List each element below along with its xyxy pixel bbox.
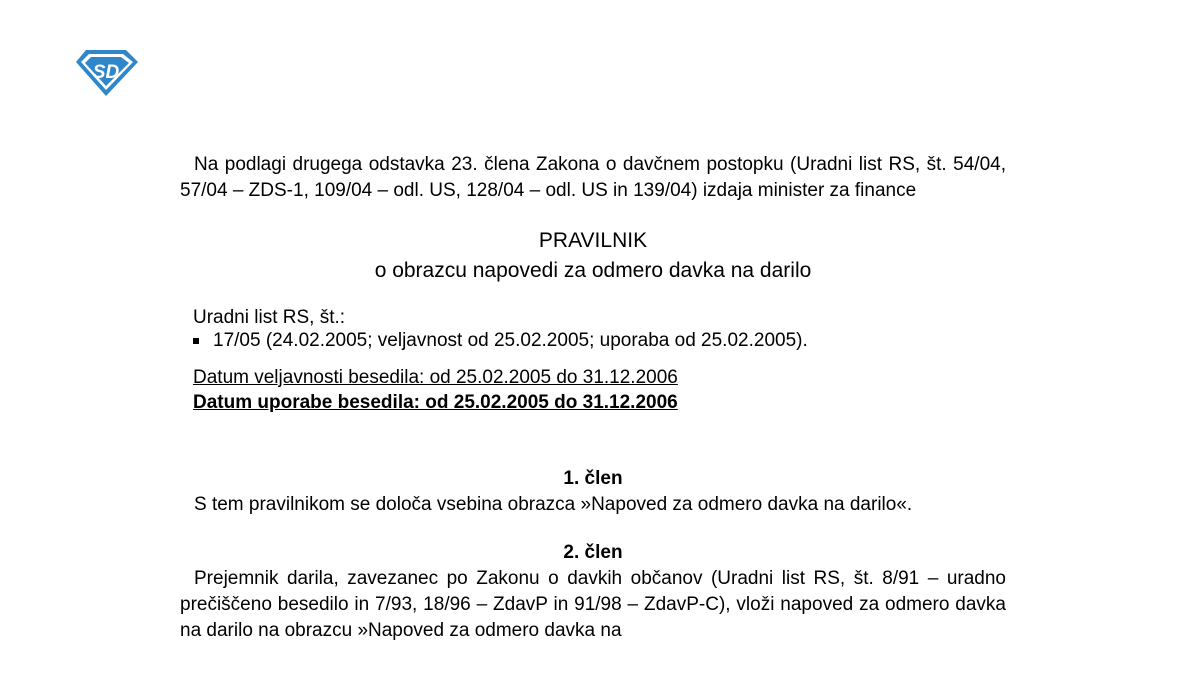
article-heading: 1. člen [563, 468, 623, 489]
document-title [180, 226, 1006, 286]
document-page [180, 152, 1006, 644]
use-date: Datum uporabe besedila: od 25.02.2005 do 31.12.2006 [193, 392, 678, 413]
publication-item-text: 17/05 (24.02.2005; veljavnost od 25.02.2005; uporaba od 25.02.2005). [213, 330, 808, 351]
publication-label: Uradni list RS, št.: [193, 307, 346, 328]
logo-text: SD [92, 62, 120, 83]
article-text: Prejemnik darila, zavezanec po Zakonu o davkih občanov (Uradni list RS, št. 8/91 – uradno prečiščeno besedilo in 7/93, 18/96 – ZdavP in 91/98 – ZdavP-C), vloži napoved za odmero davka na darilo na obrazcu »Napoved za odmero davka na [180, 568, 1006, 641]
article-1 [180, 466, 1006, 518]
sd-logo [72, 46, 140, 98]
validity-date: Datum veljavnosti besedila: od 25.02.2005 do 31.12.2006 [193, 367, 678, 388]
bullet-icon [193, 338, 199, 344]
publication-info [180, 306, 1006, 352]
title-line-1: PRAVILNIK [538, 229, 648, 252]
article-2 [180, 540, 1006, 644]
intro-paragraph: Na podlagi drugega odstavka 23. člena Zakona o davčnem postopku (Uradni list RS, št. 54/04, 57/04 – ZDS-1, 109/04 – odl. US, 128/04 – odl. US in 139/04) izdaja minister za finance [180, 154, 1006, 201]
sd-shield-logo-icon [72, 46, 140, 98]
publication-list [193, 329, 1006, 352]
article-text: S tem pravilnikom se določa vsebina obrazca »Napoved za odmero davka na darilo«. [194, 494, 913, 515]
validity-dates [180, 365, 1006, 415]
article-heading: 2. člen [563, 542, 623, 563]
publication-item [193, 329, 1006, 352]
title-line-2: o obrazcu napovedi za odmero davka na darilo [374, 259, 812, 282]
